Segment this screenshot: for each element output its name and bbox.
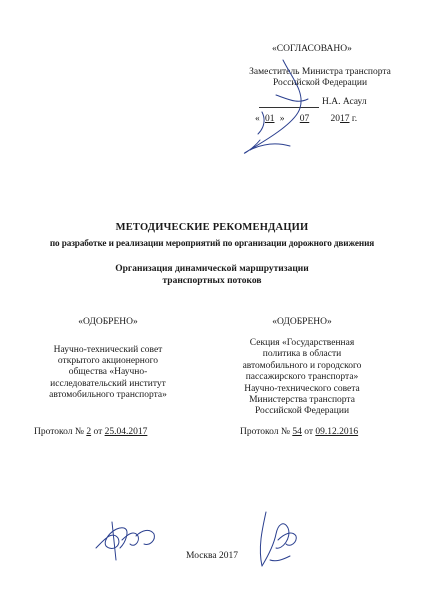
approval-position-line2: Российской Федерации bbox=[272, 78, 368, 88]
approval-date: « 01 » 07 2017 г. bbox=[255, 114, 358, 124]
right-protocol: Протокол № 54 от 09.12.2016 bbox=[240, 427, 359, 437]
approval-year-suffix: 17 bbox=[340, 114, 350, 124]
right-organization-line: автомобильного и городского bbox=[242, 360, 362, 371]
right-organization-line: политика в области bbox=[262, 349, 342, 360]
left-signature bbox=[96, 522, 154, 560]
right-protocol-date: 09.12.2016 bbox=[315, 427, 359, 437]
document-topic-line2: транспортных потоков bbox=[162, 276, 262, 286]
left-organization-line: общества «Научно- bbox=[68, 367, 148, 378]
right-organization-line: Секция «Государственная bbox=[249, 338, 355, 348]
right-organization-line: пассажирского транспорта» bbox=[245, 372, 359, 383]
left-organization-line: открытого акционерного bbox=[57, 356, 159, 367]
right-organization-line: Министерства транспорта bbox=[249, 395, 355, 406]
right-signature bbox=[260, 512, 296, 566]
approval-position-line1: Заместитель Министра транспорта bbox=[249, 67, 391, 77]
document-topic-line1: Организация динамической маршрутизации bbox=[115, 264, 309, 274]
left-protocol-date: 25.04.2017 bbox=[104, 427, 148, 437]
right-protocol-number: 54 bbox=[292, 427, 302, 437]
approval-year-prefix: 20 bbox=[330, 114, 340, 124]
approval-stamp: «СОГЛАСОВАНО» bbox=[272, 44, 352, 54]
approval-year-unit: г. bbox=[351, 114, 358, 124]
left-approved-stamp: «ОДОБРЕНО» bbox=[78, 317, 138, 327]
footer-city-year: Москва 2017 bbox=[186, 551, 238, 561]
right-approved-stamp: «ОДОБРЕНО» bbox=[272, 317, 332, 327]
document-subtitle: по разработке и реализации мероприятий по организации дорожного движения bbox=[49, 238, 375, 248]
left-organization-line: автомобильного транспорта» bbox=[49, 389, 167, 400]
right-organization-line: Научно-технического совета bbox=[244, 383, 360, 394]
left-organization-line: Научно-технический совет bbox=[53, 345, 163, 355]
document-title: МЕТОДИЧЕСКИЕ РЕКОМЕНДАЦИИ bbox=[115, 222, 309, 233]
right-organization-line: Российской Федерации bbox=[254, 406, 350, 417]
approval-day: 01 bbox=[265, 114, 275, 124]
left-protocol-number: 2 bbox=[86, 427, 92, 437]
left-organization-line: исследовательский институт bbox=[50, 378, 166, 389]
left-protocol: Протокол № 2 от 25.04.2017 bbox=[34, 427, 148, 437]
approval-name: Н.А. Асаул bbox=[322, 97, 367, 107]
approval-month: 07 bbox=[299, 114, 310, 124]
